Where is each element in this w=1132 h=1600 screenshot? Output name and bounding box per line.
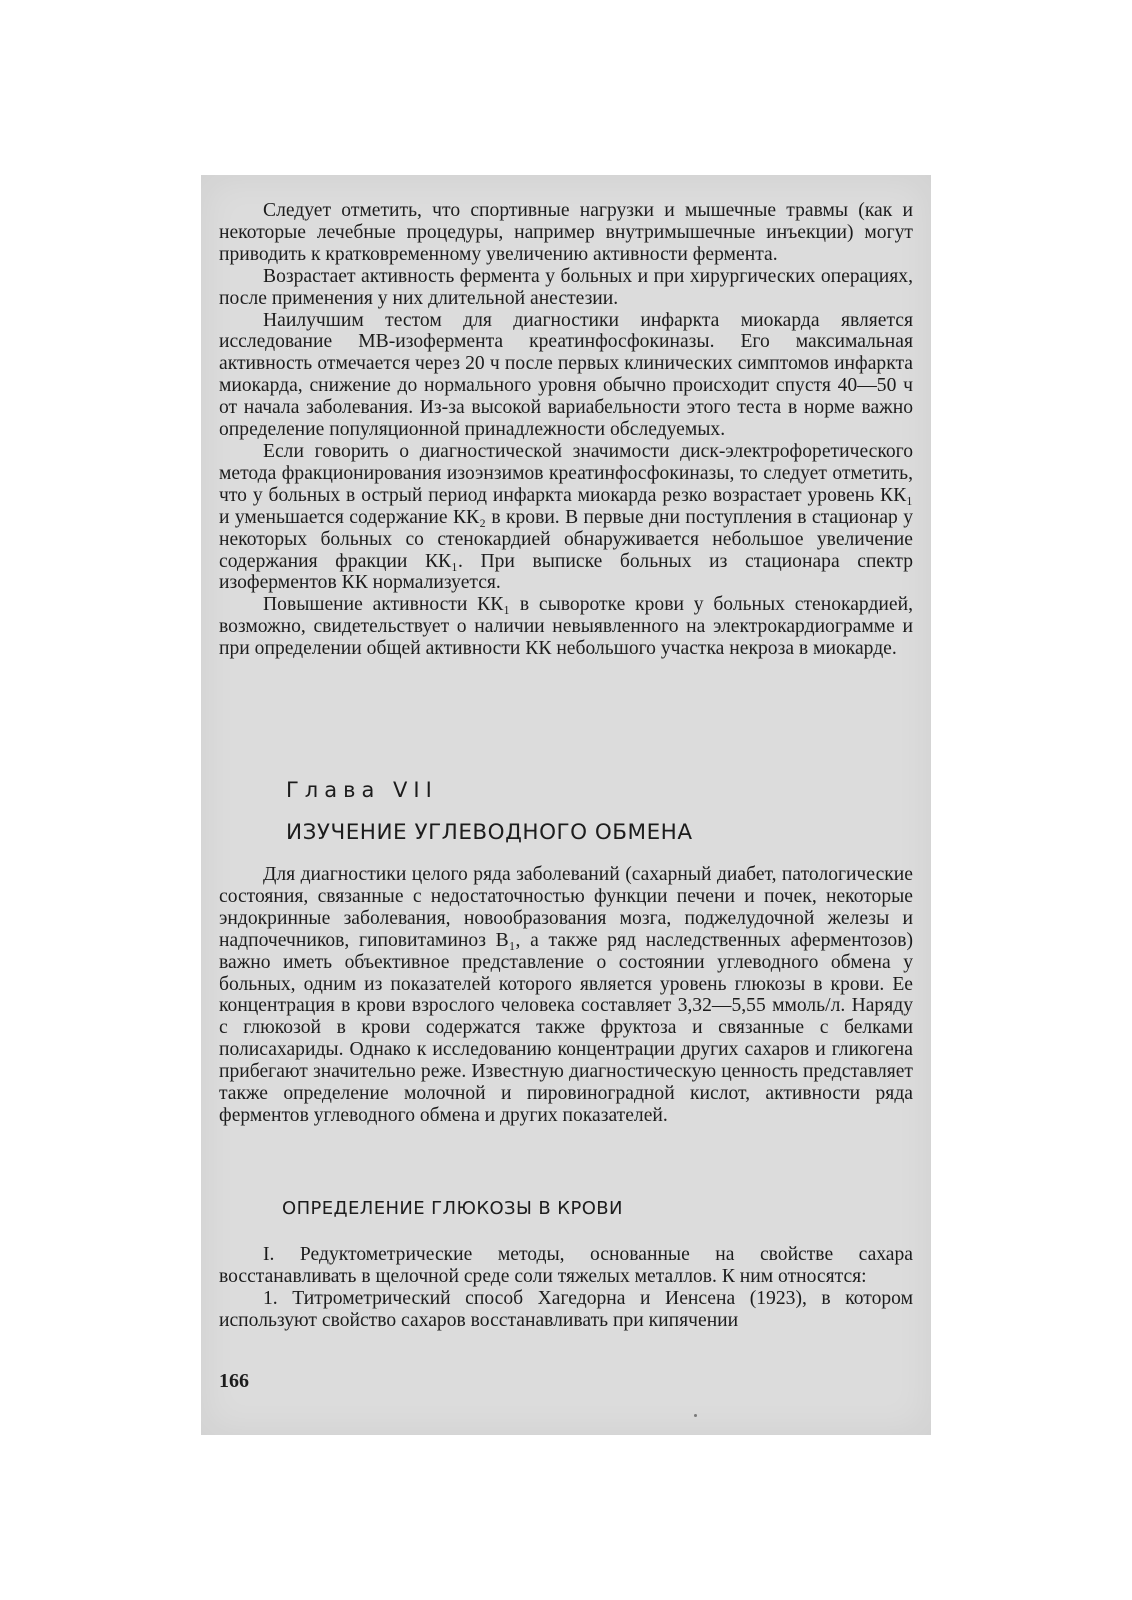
body-text-middle <box>219 864 913 1127</box>
paragraph: Наилучшим тестом для диагностики инфаркта миокарда является исследование МВ-изофермента креатинфосфокиназы. Его максимальная активность отмечается через 20 ч после первых клинических симптомов инфаркта миокарда, снижение до нормального уровня обычно происходит спустя 40—50 ч от начала заболевания. Из-за высокой вариабельности этого теста в норме важно определение популяционной принадлежности обследуемых. <box>219 309 913 441</box>
paragraph: I. Редуктометрические методы, основанные на свойстве сахара восстанавливать в щелочной среде соли тяжелых металлов. К ним относятся: <box>219 1244 913 1287</box>
body-text-top <box>219 200 913 660</box>
body-text-bottom <box>219 1244 913 1332</box>
paragraph: Для диагностики целого ряда заболеваний (сахарный диабет, патологические состояния, связанные с недостаточностью функции печени и почек, некоторые эндокринные заболевания, новообразования мозга, поджелудочной железы и надпочечников, гиповитаминоз B₁, а также ряд наследственных аферментозов) важно иметь объективное представление о состоянии углеводного обмена у больных, одним из показателей которого является уровень глюкозы в крови. Ее концентрация в крови взрослого человека составляет 3,32—5,55 ммоль/л. Наряду с глюкозой в крови содержатся также фруктоза и связанные с белками полисахариды. Однако к исследованию концентрации других сахаров и гликогена прибегают значительно реже. Известную диагностическую ценность представляет также определение молочной и пировиноградной кислот, активности ряда ферментов углеводного обмена и других показателей. <box>219 864 913 1126</box>
section-title: ОПРЕДЕЛЕНИЕ ГЛЮКОЗЫ В КРОВИ <box>282 1198 623 1219</box>
page-number: 166 <box>219 1370 249 1392</box>
chapter-number: Глава VII <box>286 778 438 802</box>
paragraph: Если говорить о диагностической значимости диск-электрофоретического метода фракционирования изоэнзимов креатинфосфокиназы, то следует отметить, что у больных в острый период инфаркта миокарда резко возрастает уровень КК₁ и уменьшается содержание КК₂ в крови. В первые дни поступления в стационар у некоторых больных со стенокардией обнаруживается небольшое увеличение содержания фракции КК₁. При выписке больных из стационара спектр изоферментов КК нормализуется. <box>219 440 913 594</box>
paragraph: Повышение активности КК₁ в сыворотке крови у больных стенокардией, возможно, свидетельствует о наличии невыявленного на электрокардиограмме и при определении общей активности КК небольшого участка некроза в миокарде. <box>219 594 913 660</box>
paragraph: Следует отметить, что спортивные нагрузки и мышечные травмы (как и некоторые лечебные процедуры, например внутримышечные инъекции) могут приводить к кратковременному увеличению активности фермента. <box>219 200 913 265</box>
scan-speck <box>694 1414 697 1417</box>
paragraph: 1. Титрометрический способ Хагедорна и Иенсена (1923), в котором используют свойство сахаров восстанавливать при кипячении <box>219 1287 913 1331</box>
paragraph: Возрастает активность фермента у больных и при хирургических операциях, после применения у них длительной анестезии. <box>219 265 913 309</box>
chapter-title: ИЗУЧЕНИЕ УГЛЕВОДНОГО ОБМЕНА <box>286 820 693 845</box>
